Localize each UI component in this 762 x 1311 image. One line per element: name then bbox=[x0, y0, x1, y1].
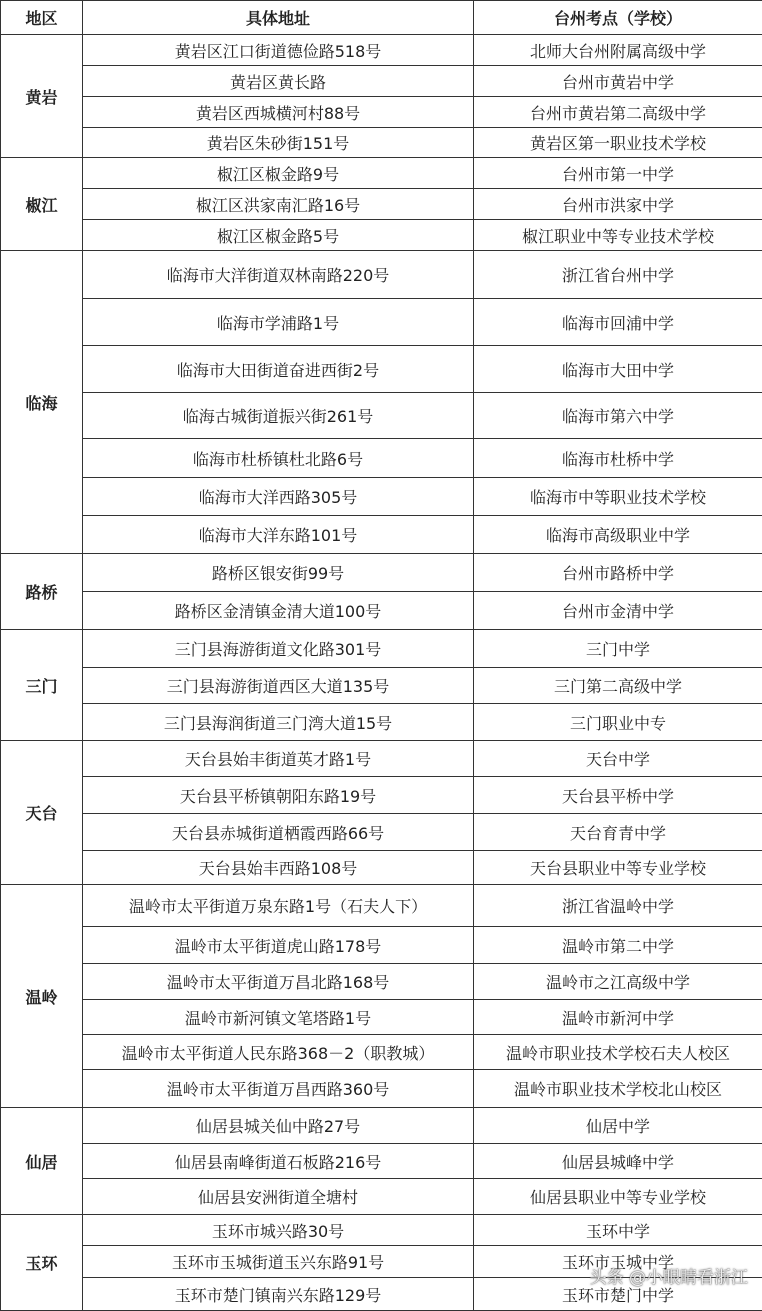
school-cell: 温岭市第二中学 bbox=[474, 927, 762, 964]
address-cell: 天台县平桥镇朝阳东路19号 bbox=[83, 777, 474, 814]
table-row bbox=[1, 251, 762, 299]
table-row bbox=[1, 158, 762, 189]
school-cell: 黄岩区第一职业技术学校 bbox=[474, 128, 762, 158]
address-cell: 临海市大洋东路101号 bbox=[83, 516, 474, 554]
address-cell: 玉环市城兴路30号 bbox=[83, 1215, 474, 1246]
address-cell: 临海市杜桥镇杜北路6号 bbox=[83, 439, 474, 478]
header-region: 地区 bbox=[1, 1, 83, 35]
address-cell: 三门县海游街道文化路301号 bbox=[83, 630, 474, 668]
school-cell: 玉环市楚门中学 bbox=[474, 1278, 762, 1311]
region-cell: 温岭 bbox=[1, 885, 83, 1108]
address-cell: 椒江区椒金路5号 bbox=[83, 220, 474, 251]
table-row bbox=[1, 851, 762, 885]
address-cell: 温岭市太平街道人民东路368－2（职教城） bbox=[83, 1035, 474, 1070]
address-cell: 玉环市楚门镇南兴东路129号 bbox=[83, 1278, 474, 1311]
school-cell: 临海市第六中学 bbox=[474, 393, 762, 439]
table-row bbox=[1, 189, 762, 220]
address-cell: 天台县始丰街道英才路1号 bbox=[83, 741, 474, 777]
school-cell: 临海市高级职业中学 bbox=[474, 516, 762, 554]
address-cell: 黄岩区西城横河村88号 bbox=[83, 97, 474, 128]
address-cell: 温岭市太平街道万昌北路168号 bbox=[83, 964, 474, 1000]
school-cell: 椒江职业中等专业技术学校 bbox=[474, 220, 762, 251]
table-row bbox=[1, 1144, 762, 1179]
school-cell: 温岭市职业技术学校石夫人校区 bbox=[474, 1035, 762, 1070]
address-cell: 三门县海游街道西区大道135号 bbox=[83, 668, 474, 704]
address-cell: 椒江区椒金路9号 bbox=[83, 158, 474, 189]
address-cell: 黄岩区朱砂街151号 bbox=[83, 128, 474, 158]
table-row bbox=[1, 66, 762, 97]
address-cell: 椒江区洪家南汇路16号 bbox=[83, 189, 474, 220]
table-row bbox=[1, 964, 762, 1000]
address-cell: 临海古城街道振兴街261号 bbox=[83, 393, 474, 439]
address-cell: 仙居县安洲街道全塘村 bbox=[83, 1179, 474, 1215]
table-row bbox=[1, 1108, 762, 1144]
school-cell: 玉环中学 bbox=[474, 1215, 762, 1246]
school-cell: 浙江省温岭中学 bbox=[474, 885, 762, 927]
school-cell: 温岭市新河中学 bbox=[474, 1000, 762, 1035]
school-cell: 临海市杜桥中学 bbox=[474, 439, 762, 478]
school-cell: 三门中学 bbox=[474, 630, 762, 668]
address-cell: 温岭市新河镇文笔塔路1号 bbox=[83, 1000, 474, 1035]
address-cell: 天台县始丰西路108号 bbox=[83, 851, 474, 885]
school-cell: 浙江省台州中学 bbox=[474, 251, 762, 299]
table-row bbox=[1, 35, 762, 66]
table-row bbox=[1, 128, 762, 158]
address-cell: 仙居县城关仙中路27号 bbox=[83, 1108, 474, 1144]
school-cell: 台州市黄岩中学 bbox=[474, 66, 762, 97]
address-cell: 玉环市玉城街道玉兴东路91号 bbox=[83, 1246, 474, 1278]
header-school: 台州考点（学校） bbox=[474, 1, 762, 35]
school-cell: 台州市黄岩第二高级中学 bbox=[474, 97, 762, 128]
table-row bbox=[1, 516, 762, 554]
watermark: 头条 @小眼睛看浙江 bbox=[590, 1263, 748, 1288]
table-header-row bbox=[1, 1, 762, 35]
address-cell: 三门县海润街道三门湾大道15号 bbox=[83, 704, 474, 741]
school-cell: 北师大台州附属高级中学 bbox=[474, 35, 762, 66]
table-row bbox=[1, 630, 762, 668]
school-cell: 台州市金清中学 bbox=[474, 592, 762, 630]
school-cell: 天台中学 bbox=[474, 741, 762, 777]
table-row bbox=[1, 346, 762, 393]
table-row bbox=[1, 777, 762, 814]
school-cell: 台州市洪家中学 bbox=[474, 189, 762, 220]
region-cell: 三门 bbox=[1, 630, 83, 741]
table-row bbox=[1, 1215, 762, 1246]
table-row bbox=[1, 439, 762, 478]
table-row bbox=[1, 554, 762, 592]
region-cell: 椒江 bbox=[1, 158, 83, 251]
table-row bbox=[1, 393, 762, 439]
table-row bbox=[1, 814, 762, 851]
table-row bbox=[1, 704, 762, 741]
table-row bbox=[1, 741, 762, 777]
address-cell: 温岭市太平街道万昌西路360号 bbox=[83, 1070, 474, 1108]
school-cell: 仙居县城峰中学 bbox=[474, 1144, 762, 1179]
address-cell: 临海市学浦路1号 bbox=[83, 299, 474, 346]
address-cell: 黄岩区江口街道德俭路518号 bbox=[83, 35, 474, 66]
school-cell: 台州市第一中学 bbox=[474, 158, 762, 189]
table-row bbox=[1, 1000, 762, 1035]
address-cell: 临海市大田街道奋进西街2号 bbox=[83, 346, 474, 393]
school-cell: 三门第二高级中学 bbox=[474, 668, 762, 704]
school-cell: 温岭市职业技术学校北山校区 bbox=[474, 1070, 762, 1108]
school-cell: 玉环市玉城中学 bbox=[474, 1246, 762, 1278]
table-row bbox=[1, 668, 762, 704]
region-cell: 路桥 bbox=[1, 554, 83, 630]
school-cell: 三门职业中专 bbox=[474, 704, 762, 741]
address-cell: 路桥区银安街99号 bbox=[83, 554, 474, 592]
region-cell: 黄岩 bbox=[1, 35, 83, 158]
school-cell: 温岭市之江高级中学 bbox=[474, 964, 762, 1000]
school-cell: 临海市大田中学 bbox=[474, 346, 762, 393]
address-cell: 天台县赤城街道栖霞西路66号 bbox=[83, 814, 474, 851]
table-row bbox=[1, 885, 762, 927]
region-cell: 玉环 bbox=[1, 1215, 83, 1311]
table-row bbox=[1, 1179, 762, 1215]
address-cell: 路桥区金清镇金清大道100号 bbox=[83, 592, 474, 630]
header-address: 具体地址 bbox=[83, 1, 474, 35]
table-row bbox=[1, 1035, 762, 1070]
table-row bbox=[1, 220, 762, 251]
region-cell: 仙居 bbox=[1, 1108, 83, 1215]
address-cell: 黄岩区黄长路 bbox=[83, 66, 474, 97]
table-row bbox=[1, 478, 762, 516]
table-row bbox=[1, 927, 762, 964]
region-cell: 天台 bbox=[1, 741, 83, 885]
table-row bbox=[1, 1070, 762, 1108]
region-cell: 临海 bbox=[1, 251, 83, 554]
address-cell: 临海市大洋街道双林南路220号 bbox=[83, 251, 474, 299]
address-cell: 温岭市太平街道万泉东路1号（石夫人下） bbox=[83, 885, 474, 927]
table-row bbox=[1, 97, 762, 128]
school-cell: 天台县平桥中学 bbox=[474, 777, 762, 814]
school-cell: 天台育青中学 bbox=[474, 814, 762, 851]
address-cell: 仙居县南峰街道石板路216号 bbox=[83, 1144, 474, 1179]
school-cell: 仙居县职业中等专业学校 bbox=[474, 1179, 762, 1215]
school-cell: 天台县职业中等专业学校 bbox=[474, 851, 762, 885]
address-cell: 温岭市太平街道虎山路178号 bbox=[83, 927, 474, 964]
school-cell: 仙居中学 bbox=[474, 1108, 762, 1144]
table-row bbox=[1, 299, 762, 346]
school-cell: 临海市回浦中学 bbox=[474, 299, 762, 346]
school-cell: 台州市路桥中学 bbox=[474, 554, 762, 592]
school-cell: 临海市中等职业技术学校 bbox=[474, 478, 762, 516]
table-body bbox=[1, 35, 762, 1311]
address-cell: 临海市大洋西路305号 bbox=[83, 478, 474, 516]
table-row bbox=[1, 592, 762, 630]
